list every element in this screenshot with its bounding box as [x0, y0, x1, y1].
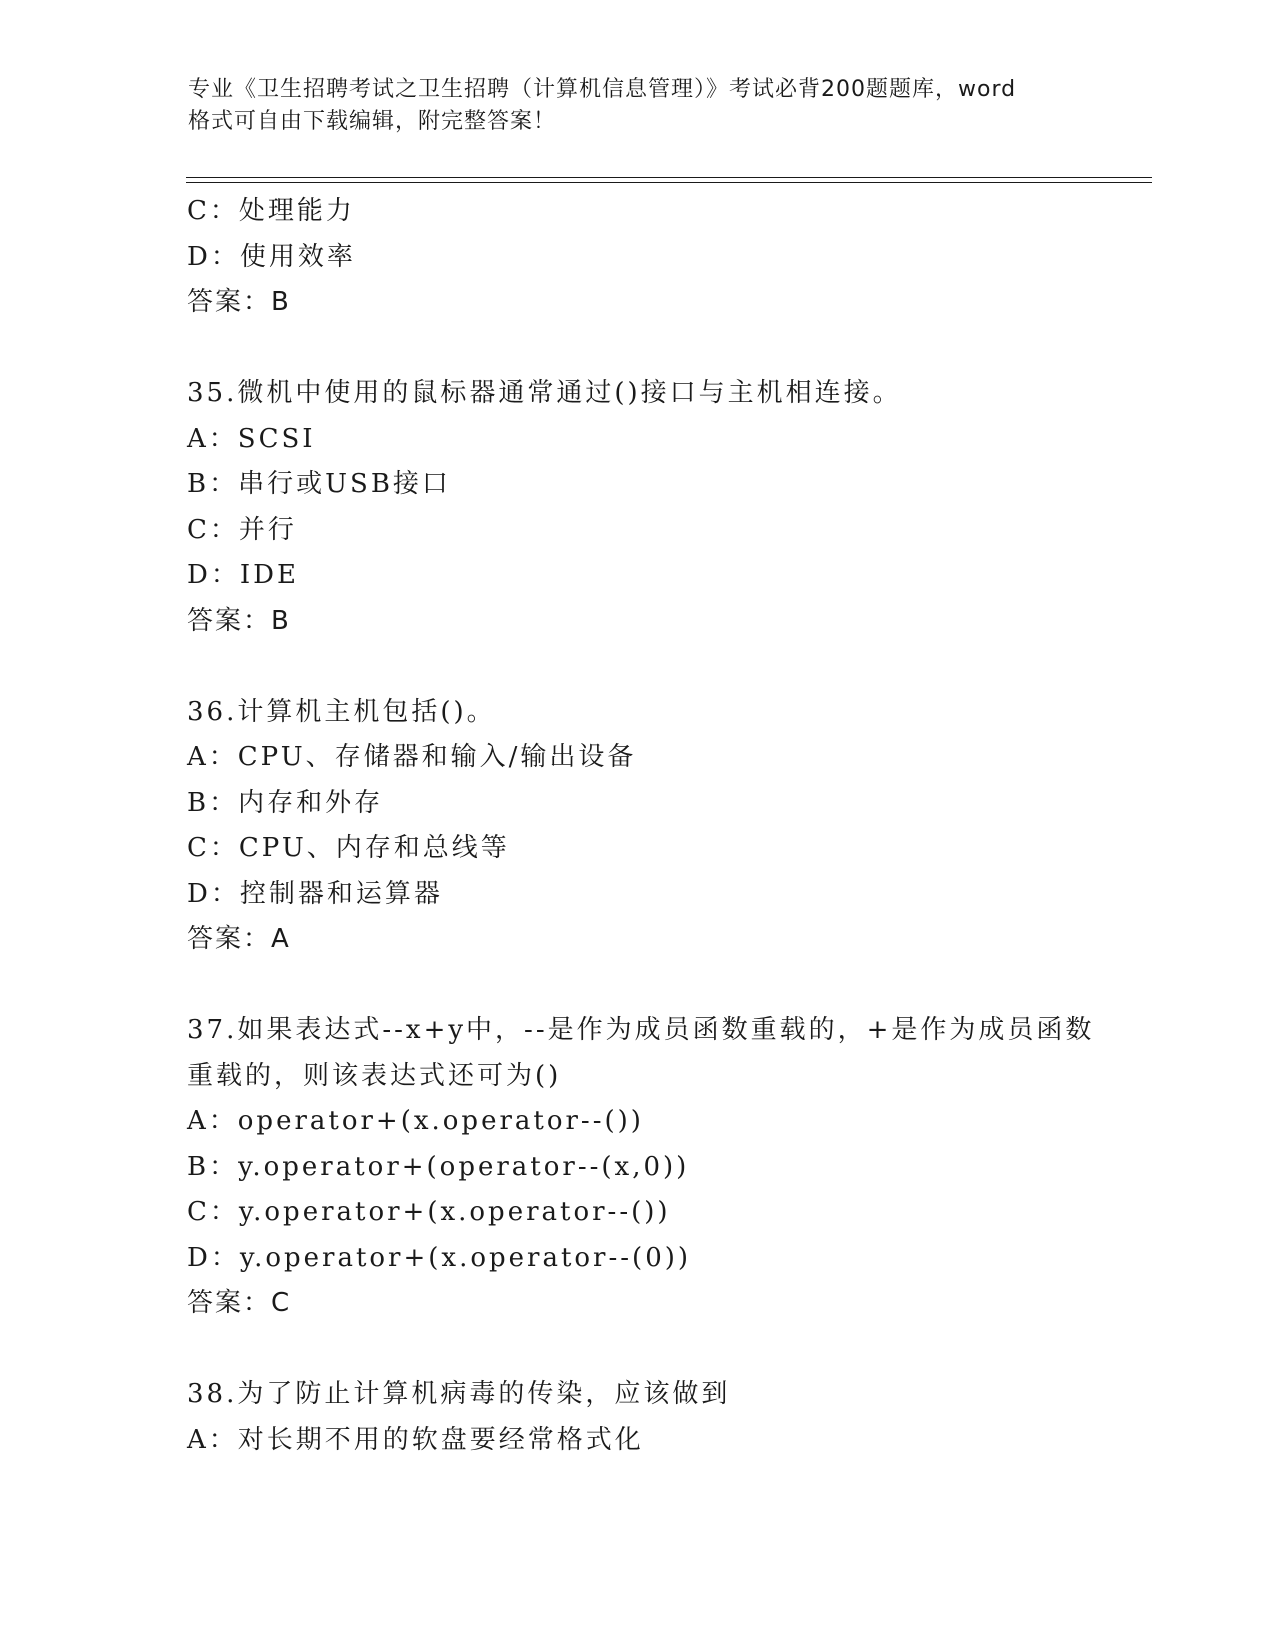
option-a: A：SCSI	[187, 423, 316, 454]
question-text: 35.微机中使用的鼠标器通常通过()接口与主机相连接。	[187, 378, 902, 408]
option-d: D：控制器和运算器	[187, 878, 443, 909]
question-list	[187, 189, 1147, 1463]
answer-label: 答案：B	[187, 287, 291, 317]
option-b: B：串行或USB接口	[187, 469, 451, 499]
header-title-line-2: 格式可自由下载编辑，附完整答案！	[188, 109, 557, 134]
question-text: 36.计算机主机包括()。	[187, 696, 496, 727]
spacer	[187, 1327, 1147, 1373]
spacer	[187, 644, 1147, 690]
header-title-line-1: 专业《卫生招聘考试之卫生招聘（计算机信息管理）》考试必背200题题库，word	[188, 77, 1017, 102]
question-text-line-2: 重载的，则该表达式还可为()	[187, 1060, 562, 1091]
option-b: B：内存和外存	[187, 787, 384, 818]
answer-label: 答案：C	[187, 1288, 292, 1318]
question-block-37	[187, 1008, 1147, 1327]
option-c: C：CPU、内存和总线等	[187, 833, 510, 863]
option-d: D：y.operator+(x.operator--(0))	[187, 1242, 692, 1273]
option-c: C：y.operator+(x.operator--())	[187, 1197, 671, 1227]
spacer	[187, 963, 1147, 1009]
option-a: A：CPU、存储器和输入/输出设备	[187, 742, 637, 772]
document-header	[188, 74, 1088, 138]
option-a: A：operator+(x.operator--())	[187, 1106, 644, 1136]
option-d: D：使用效率	[187, 241, 356, 272]
option-a: A：对长期不用的软盘要经常格式化	[187, 1424, 644, 1455]
option-c: C：处理能力	[187, 196, 355, 226]
question-block-34	[187, 189, 1147, 326]
question-text: 38.为了防止计算机病毒的传染，应该做到	[187, 1379, 731, 1409]
option-c: C：并行	[187, 514, 297, 545]
option-d: D：IDE	[187, 560, 299, 590]
question-block-35	[187, 371, 1147, 644]
question-block-38	[187, 1372, 1147, 1463]
header-rule-top	[186, 177, 1152, 178]
option-b: B：y.operator+(operator--(x,0))	[187, 1151, 690, 1182]
question-text-line-1: 37.如果表达式--x+y中，--是作为成员函数重载的，+是作为成员函数	[187, 1015, 1095, 1045]
header-rule-bottom	[186, 182, 1152, 183]
answer-label: 答案：A	[187, 924, 291, 954]
question-block-36	[187, 690, 1147, 963]
spacer	[187, 326, 1147, 372]
answer-label: 答案：B	[187, 605, 291, 636]
